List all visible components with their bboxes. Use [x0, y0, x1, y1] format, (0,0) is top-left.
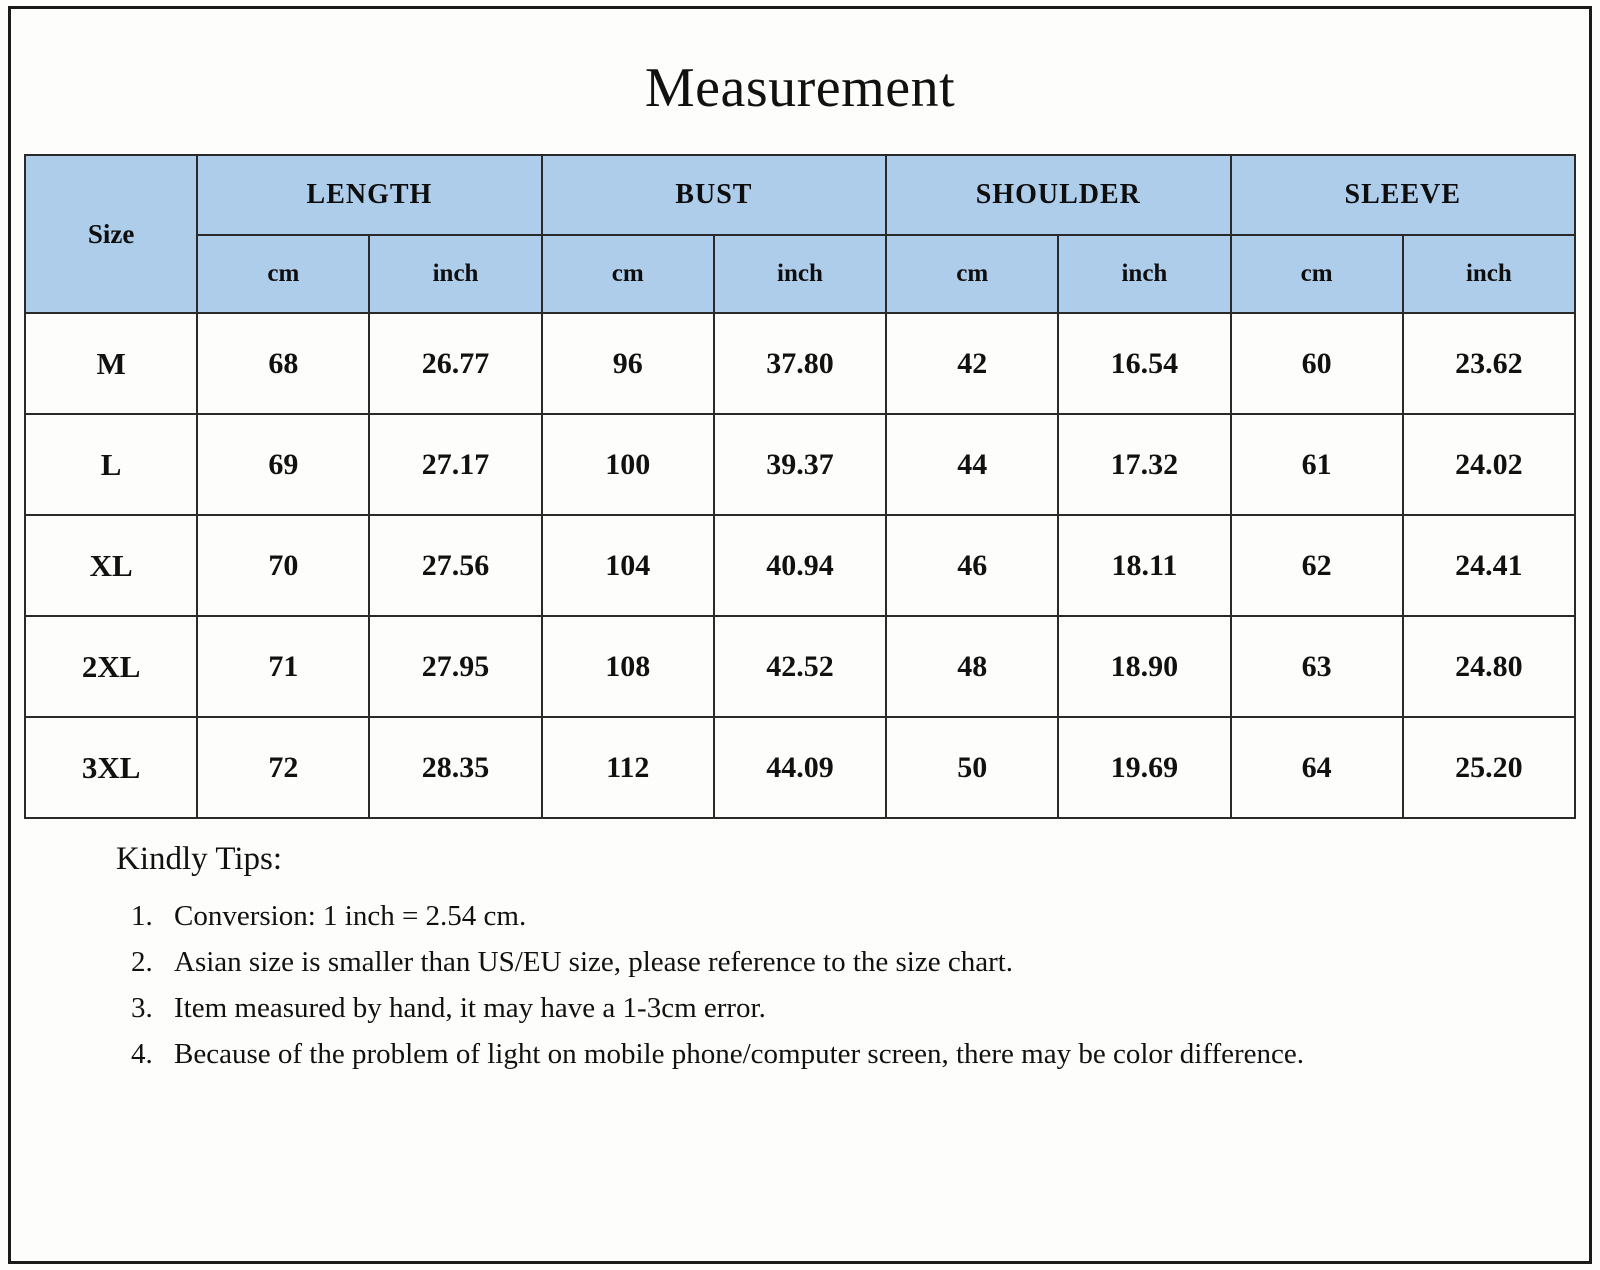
cell-sleeve-cm: 61: [1231, 414, 1403, 515]
tips-item: 4. Because of the problem of light on mobile phone/computer screen, there may be color difference.: [160, 1032, 1544, 1076]
cell-shoulder-inch: 18.90: [1058, 616, 1230, 717]
table-row: [25, 414, 1575, 515]
cell-sleeve-inch: 25.20: [1403, 717, 1575, 818]
header-unit-shoulder-cm: cm: [886, 235, 1058, 313]
tips-item: 3. Item measured by hand, it may have a 1-3cm error.: [160, 986, 1544, 1030]
header-unit-length-inch: inch: [369, 235, 541, 313]
cell-sleeve-inch: 24.80: [1403, 616, 1575, 717]
cell-sleeve-inch: 24.41: [1403, 515, 1575, 616]
page-title: Measurement: [644, 57, 956, 119]
cell-bust-inch: 44.09: [714, 717, 886, 818]
cell-shoulder-cm: 50: [886, 717, 1058, 818]
header-row-groups: [25, 155, 1575, 235]
cell-sleeve-cm: 62: [1231, 515, 1403, 616]
cell-sleeve-inch: 24.02: [1403, 414, 1575, 515]
cell-bust-cm: 108: [542, 616, 714, 717]
cell-bust-inch: 40.94: [714, 515, 886, 616]
header-unit-sleeve-cm: cm: [1231, 235, 1403, 313]
cell-length-cm: 70: [197, 515, 369, 616]
cell-shoulder-cm: 42: [886, 313, 1058, 414]
header-unit-length-cm: cm: [197, 235, 369, 313]
cell-shoulder-inch: 17.32: [1058, 414, 1230, 515]
cell-bust-inch: 42.52: [714, 616, 886, 717]
header-unit-bust-cm: cm: [542, 235, 714, 313]
cell-shoulder-inch: 18.11: [1058, 515, 1230, 616]
cell-bust-cm: 112: [542, 717, 714, 818]
header-unit-bust-inch: inch: [714, 235, 886, 313]
tips-item: 2. Asian size is smaller than US/EU size, please reference to the size chart.: [160, 940, 1544, 984]
cell-length-inch: 27.56: [369, 515, 541, 616]
header-size: Size: [25, 155, 197, 313]
cell-bust-inch: 37.80: [714, 313, 886, 414]
header-unit-shoulder-inch: inch: [1058, 235, 1230, 313]
cell-size: M: [25, 313, 197, 414]
cell-shoulder-cm: 46: [886, 515, 1058, 616]
cell-shoulder-cm: 48: [886, 616, 1058, 717]
cell-size: XL: [25, 515, 197, 616]
cell-bust-cm: 96: [542, 313, 714, 414]
cell-length-cm: 71: [197, 616, 369, 717]
cell-length-inch: 28.35: [369, 717, 541, 818]
page-content: [12, 10, 1588, 1260]
cell-length-inch: 26.77: [369, 313, 541, 414]
tips-title: Kindly Tips:: [116, 841, 282, 877]
header-group-sleeve: SLEEVE: [1231, 155, 1575, 235]
measurement-table: [24, 154, 1576, 819]
cell-sleeve-cm: 60: [1231, 313, 1403, 414]
header-group-shoulder: SHOULDER: [886, 155, 1230, 235]
cell-size: L: [25, 414, 197, 515]
header-group-length: LENGTH: [197, 155, 541, 235]
header-unit-sleeve-inch: inch: [1403, 235, 1575, 313]
cell-length-inch: 27.95: [369, 616, 541, 717]
cell-bust-inch: 39.37: [714, 414, 886, 515]
cell-shoulder-cm: 44: [886, 414, 1058, 515]
table-header: [25, 155, 1575, 313]
cell-bust-cm: 104: [542, 515, 714, 616]
tips-list: [116, 894, 1544, 1076]
table-row: [25, 717, 1575, 818]
cell-size: 3XL: [25, 717, 197, 818]
cell-length-inch: 27.17: [369, 414, 541, 515]
cell-size: 2XL: [25, 616, 197, 717]
cell-sleeve-cm: 63: [1231, 616, 1403, 717]
table-row: [25, 515, 1575, 616]
cell-shoulder-inch: 16.54: [1058, 313, 1230, 414]
table-body: [25, 313, 1575, 818]
header-row-units: [25, 235, 1575, 313]
cell-length-cm: 72: [197, 717, 369, 818]
table-row: [25, 313, 1575, 414]
tips-item: 1. Conversion: 1 inch = 2.54 cm.: [160, 894, 1544, 938]
cell-length-cm: 68: [197, 313, 369, 414]
cell-sleeve-inch: 23.62: [1403, 313, 1575, 414]
cell-length-cm: 69: [197, 414, 369, 515]
cell-shoulder-inch: 19.69: [1058, 717, 1230, 818]
kindly-tips-section: [56, 841, 1544, 1076]
cell-bust-cm: 100: [542, 414, 714, 515]
table-row: [25, 616, 1575, 717]
cell-sleeve-cm: 64: [1231, 717, 1403, 818]
header-group-bust: BUST: [542, 155, 886, 235]
